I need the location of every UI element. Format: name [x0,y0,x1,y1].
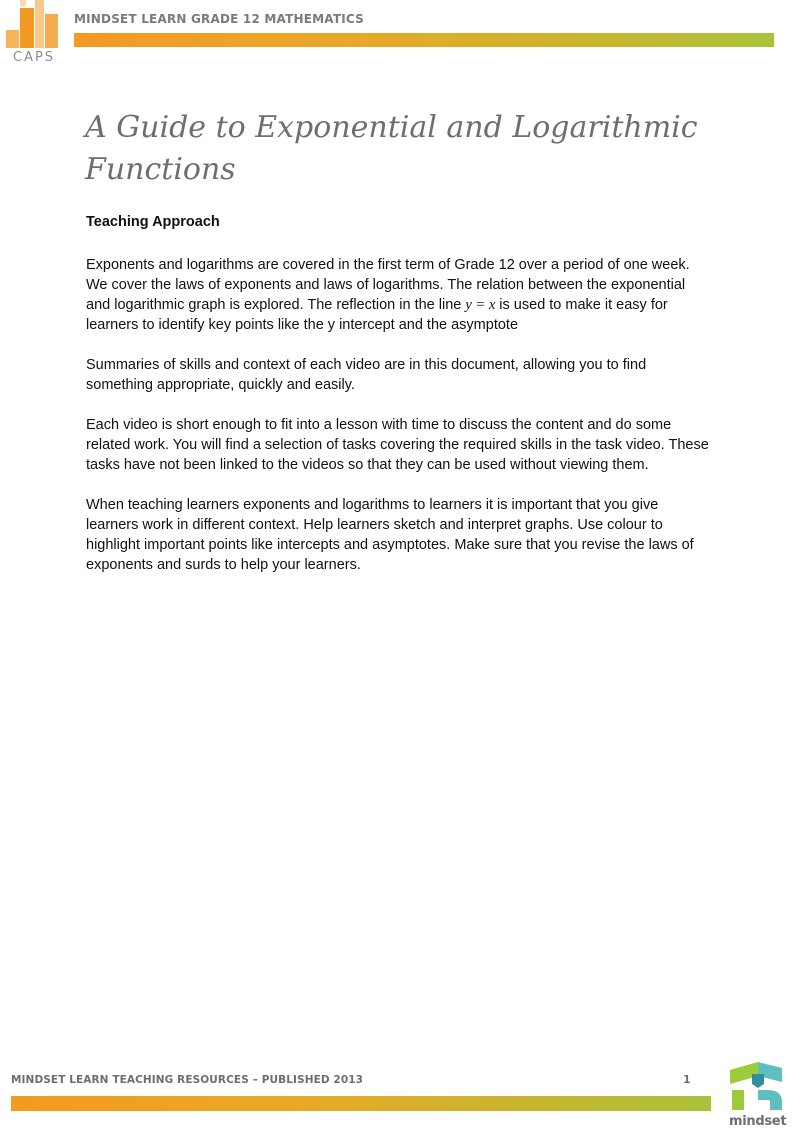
page-number: 1 [683,1073,691,1086]
footer-text: MINDSET LEARN TEACHING RESOURCES – PUBLISHED 2013 [11,1074,364,1086]
mindset-logo-text: mindset [729,1114,787,1129]
math-expression: y = x [465,297,496,313]
section-heading: Teaching Approach [86,214,220,230]
document-title: A Guide to Exponential and Logarithmic Functions [85,110,698,187]
document-body [86,255,711,595]
paragraph-1-text-a: Exponents and logarithms are covered in the first term of Grade 12 over a period of one week. We cover the laws of exponents and laws of logarithms. The relation between the exponential and logarithmic graph is explored. The reflection in the line [86,257,690,313]
paragraph-2: Summaries of skills and context of each video are in this document, allowing you to find something appropriate, quickly and easily. [86,357,647,393]
mindset-logo-icon [728,1062,784,1112]
paragraph-1-text-b: is used to make it easy for learners to identify key points like the y intercept and the asymptote [86,297,668,333]
paragraph-3: Each video is short enough to fit into a lesson with time to discuss the content and do some related work. You will find a selection of tasks covering the required skills in the task video. These tasks have not been linked to the videos so that they can be used without viewing them. [86,417,709,473]
paragraph-1 [86,255,711,335]
header-gradient-bar [74,33,774,47]
caps-logo-text: CAPS [13,50,56,65]
paragraph-4: When teaching learners exponents and logarithms to learners it is important that you give learners work in different context. Help learners sketch and interpret graphs. Use colour to highlight important points like intercepts and asymptotes. Make sure that you revise the laws of exponents and surds to help your learners. [86,497,694,573]
header-title: MINDSET LEARN GRADE 12 MATHEMATICS [74,12,364,26]
footer-gradient-bar [11,1096,711,1111]
